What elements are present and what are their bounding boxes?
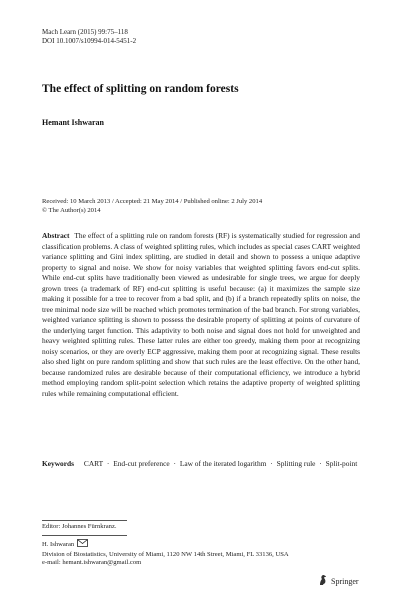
journal-header <box>42 28 136 46</box>
keyword: CART <box>83 459 104 468</box>
keyword: Split-point <box>325 459 358 468</box>
paper-title: The effect of splitting on random forests <box>42 83 239 95</box>
keyword-separator: · <box>319 459 322 468</box>
publisher-logo <box>318 574 359 588</box>
abstract-heading: Abstract <box>42 231 70 240</box>
keyword-separator: · <box>106 459 110 468</box>
affiliation-author-name: H. Ishwaran <box>42 541 75 548</box>
keyword: Law of the iterated logarithm <box>179 459 267 468</box>
keywords <box>42 459 360 470</box>
publication-dates <box>42 197 262 215</box>
affiliation-rule <box>42 535 127 536</box>
journal-citation: Mach Learn (2015) 99:75–118 <box>42 28 128 36</box>
division-line: Division of Biostatistics, University of Miami, 1120 NW 14th Street, Miami, FL 33136, USA <box>42 550 289 558</box>
email-line: e-mail: hemant.ishwaran@gmail.com <box>42 559 142 566</box>
doi: DOI 10.1007/s10994-014-5451-2 <box>42 37 137 45</box>
keyword: End-cut preference <box>113 459 170 468</box>
copyright-line: © The Author(s) 2014 <box>42 207 101 214</box>
author-name: Hemant Ishwaran <box>42 118 105 127</box>
keywords-heading: Keywords <box>42 459 75 468</box>
affiliation-author-line <box>42 539 289 551</box>
abstract <box>42 231 360 399</box>
author-affiliation <box>42 539 289 568</box>
envelope-icon <box>77 539 88 551</box>
springer-horse-icon <box>318 574 328 588</box>
keyword-separator: · <box>173 459 176 468</box>
abstract-text: The effect of a splitting rule on random forests (RF) is systematically studied for regression and classification problems. A class of weighted splitting rules, which includes as special cases CART weighted variance splitting and Gini index splitting, are studied in detail and shown to possess a unique adaptive property to signal and noise. We show for noisy variables that weighted splitting favors end-cut splits. While end-cut splits have traditionally been viewed as undesirable for single trees, we argue for deeply grown trees (a trademark of RF) end-cut splitting is useful because: (a) it maximizes the sample size making it possible for a tree to recover from a bad split, and (b) if a branch repeatedly splits on noise, the tree minimal node size will be reached which promotes termination of the bad branch. For strong variables, weighted variance splitting is shown to possess the desirable property of splitting at points of curvature of the underlying target function. This adaptivity to both noise and signal does not hold for unweighted and heavy weighted splitting rules. These latter rules are either too greedy, making them poor at recognizing noisy scenarios, or they are overly ECP aggressive, making them poor at recognizing signal. These results also shed light on pure random splitting and show that such rules are the least effective. On the other hand, because randomized rules are desirable because of their computational efficiency, we introduce a hybrid method employing random split-point selection which retains the adaptive property of weighted splitting rules while remaining computational efficient. <box>42 231 360 398</box>
publisher-name: Springer <box>331 576 359 586</box>
footnote-rule <box>42 520 127 521</box>
dates-line: Received: 10 March 2013 / Accepted: 21 May 2014 / Published online: 2 July 2014 <box>42 198 263 205</box>
keyword-separator: · <box>270 459 273 468</box>
editor-note: Editor: Johannes Fürnkranz. <box>42 523 117 530</box>
keyword: Splitting rule <box>276 459 316 468</box>
